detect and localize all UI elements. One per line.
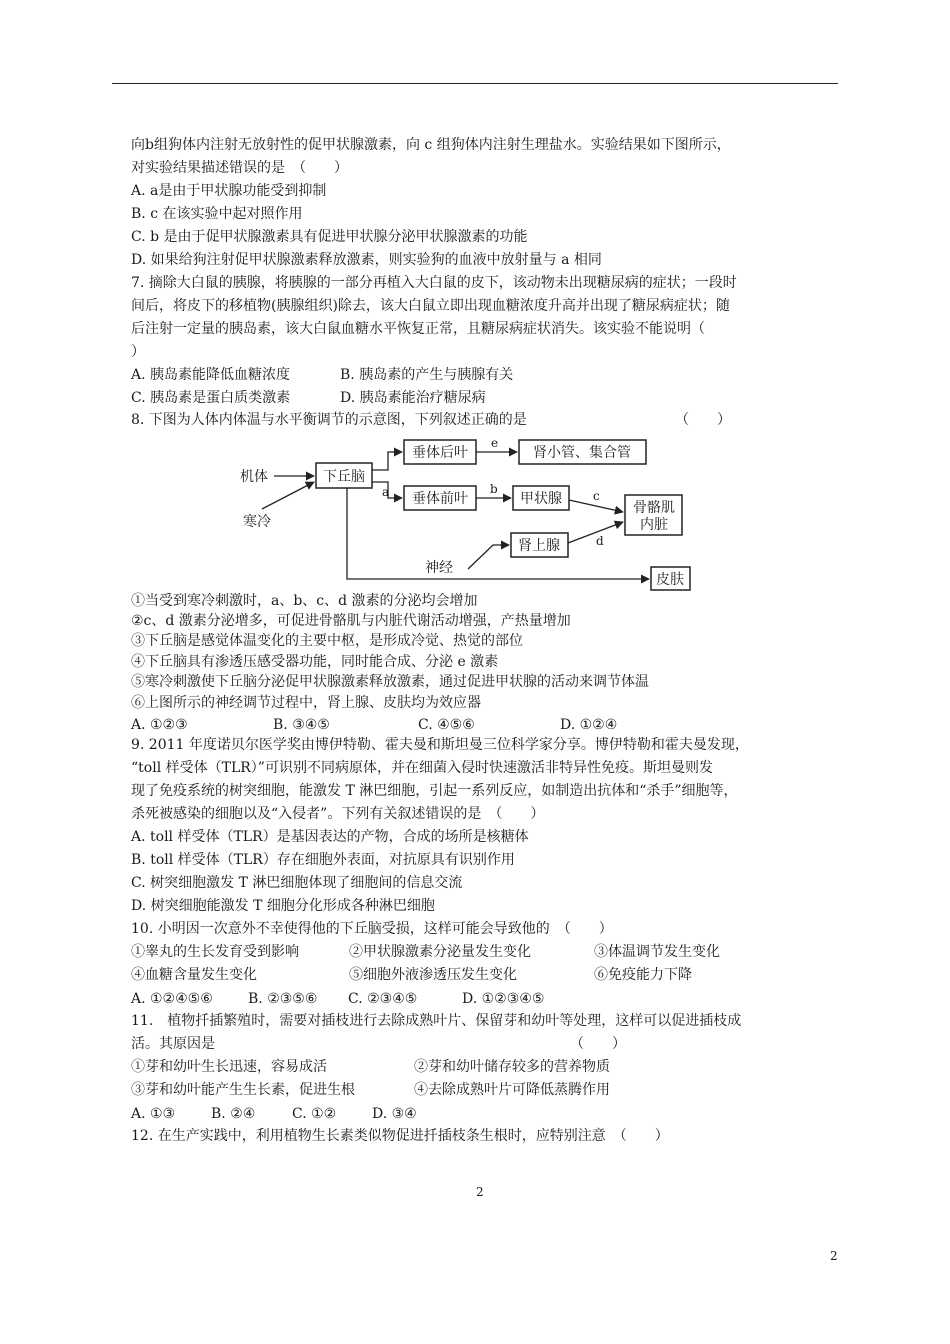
q8-option-b: B. ③④⑤: [273, 717, 330, 733]
q8-option-d: D. ①②④: [560, 717, 618, 733]
q7-stem-line1: 7. 摘除大白鼠的胰腺，将胰腺的一部分再植入大白鼠的皮下，该动物未出现糖尿病的症状；一段时: [131, 275, 737, 291]
q10-stem: 10. 小明因一次意外不幸使得他的下丘脑受损，这样可能会导致他的 （ ）: [131, 921, 613, 937]
q7-stem-line4: ）: [131, 344, 145, 360]
q11-option-d: D. ③④: [372, 1106, 417, 1122]
q10-option-d: D. ①②③④⑤: [462, 991, 545, 1007]
q7-option-c: C. 胰岛素是蛋白质类激素: [131, 390, 291, 406]
q11-stem-line1: 11. 植物扦插繁殖时，需要对插枝进行去除成熟叶片、保留芽和幼叶等处理，这样可以促进插枝成: [131, 1013, 742, 1029]
q10-statement-5: ⑤细胞外液渗透压发生变化: [349, 967, 517, 983]
adrenal-label: 肾上腺: [518, 538, 560, 554]
q8-statement-3: ③下丘脑是感觉体温变化的主要中枢，是形成冷觉、热觉的部位: [131, 633, 523, 649]
q9-option-d: D. 树突细胞能激发 T 细胞分化形成各种淋巴细胞: [131, 898, 435, 914]
q10-statement-3: ③体温调节发生变化: [594, 944, 720, 960]
q10-option-c: C. ②③④⑤: [348, 991, 418, 1007]
q7-stem-line3: 后注射一定量的胰岛素，该大白鼠血糖水平恢复正常，且糖尿病症状消失。该实验不能说明（: [131, 321, 705, 337]
q8-statement-2: ②c、d 激素分泌增多，可促进骨骼肌与内脏代谢活动增强，产热量增加: [131, 613, 571, 629]
q10-option-b: B. ②③⑤⑥: [248, 991, 318, 1007]
q6-option-b: B. c 在该实验中起对照作用: [131, 206, 303, 222]
q8-statement-4: ④下丘脑具有渗透压感受器功能，同时能合成、分泌 e 激素: [131, 654, 499, 670]
q9-stem-line3: 现了免疫系统的树突细胞，能激发 T 淋巴细胞，引起一系列反应，如制造出抗体和“杀手”细胞等，: [131, 783, 738, 799]
q9-stem-line2: “toll 样受体（TLR）”可识别不同病原体，并在细菌入侵时快速激活非特异性免疫。斯坦曼则发: [131, 760, 713, 776]
skin-label: 皮肤: [656, 572, 684, 588]
muscle-label: 骨骼肌: [633, 500, 675, 516]
posterior-pituitary-label: 垂体后叶: [412, 445, 468, 461]
q8-statement-1: ①当受到寒冷刺激时，a、b、c、d 激素的分泌均会增加: [131, 593, 478, 609]
q9-option-c: C. 树突细胞激发 T 淋巴细胞体现了细胞间的信息交流: [131, 875, 463, 891]
q11-stem-line2: 活。其原因是: [131, 1036, 215, 1052]
q8-answer-paren: （ ）: [675, 412, 731, 428]
q8-statement-5: ⑤寒冷刺激使下丘脑分泌促甲状腺激素释放激素，通过促进甲状腺的活动来调节体温: [131, 674, 649, 690]
kidney-tubules-label: 肾小管、集合管: [533, 445, 631, 461]
anterior-pituitary-label: 垂体前叶: [412, 491, 468, 507]
hormone-c-label: c: [593, 489, 600, 503]
cold-label: 寒冷: [243, 514, 271, 530]
q11-statement-1: ①芽和幼叶生长迅速，容易成活: [131, 1059, 327, 1075]
q7-option-a: A. 胰岛素能降低血糖浓度: [131, 367, 291, 383]
q11-statement-4: ④去除成熟叶片可降低蒸腾作用: [414, 1082, 610, 1098]
q9-option-b: B. toll 样受体（TLR）存在细胞外表面，对抗原具有识别作用: [131, 852, 515, 868]
q6-option-d: D. 如果给狗注射促甲状腺激素释放激素，则实验狗的血液中放射量与 a 相同: [131, 252, 602, 268]
q8-option-c: C. ④⑤⑥: [418, 717, 475, 733]
hormone-b-label: b: [490, 482, 498, 496]
organs-label: 内脏: [640, 517, 668, 533]
regulation-diagram: [0, 0, 950, 600]
q8-option-a: A. ①②③: [131, 717, 188, 733]
q12-stem: 12. 在生产实践中，利用植物生长素类似物促进扦插枝条生根时，应特别注意 （ ）: [131, 1128, 669, 1144]
q6-option-a: A. a是由于甲状腺功能受到抑制: [131, 183, 327, 199]
q7-stem-line2: 间后，将皮下的移植物(胰腺组织)除去，该大白鼠立即出现血糖浓度升高并出现了糖尿病症状；随: [131, 298, 730, 314]
q11-option-a: A. ①③: [131, 1106, 176, 1122]
q8-stem: 8. 下图为人体内体温与水平衡调节的示意图，下列叙述正确的是: [131, 412, 527, 428]
nerve-label: 神经: [425, 560, 453, 576]
q7-option-b: B. 胰岛素的产生与胰腺有关: [340, 367, 514, 383]
q9-stem-line1: 9. 2011 年度诺贝尔医学奖由博伊特勒、霍夫曼和斯坦曼三位科学家分享。博伊特勒和霍夫曼发现，: [131, 737, 749, 753]
hormone-e-label: e: [491, 436, 499, 450]
q10-statement-1: ①睾丸的生长发育受到影响: [131, 944, 299, 960]
q6-stem-line2: 对实验结果描述错误的是 （ ）: [131, 160, 348, 176]
thyroid-label: 甲状腺: [520, 491, 562, 507]
hormone-d-label: d: [596, 534, 604, 548]
q9-stem-line4: 杀死被感染的细胞以及“入侵者”。下列有关叙述错误的是 （ ）: [131, 806, 545, 822]
q10-statement-6: ⑥免疫能力下降: [594, 967, 692, 983]
q6-stem-line1: 向b组狗体内注射无放射性的促甲状腺激素，向 c 组狗体内注射生理盐水。实验结果如下图所示，: [131, 137, 731, 153]
hypothalamus-label: 下丘脑: [323, 469, 365, 485]
q11-statement-3: ③芽和幼叶能产生生长素，促进生根: [131, 1082, 355, 1098]
q11-option-c: C. ①②: [292, 1106, 337, 1122]
q11-statement-2: ②芽和幼叶储存较多的营养物质: [414, 1059, 610, 1075]
q10-statement-4: ④血糖含量发生变化: [131, 967, 257, 983]
q10-statement-2: ②甲状腺激素分泌量发生变化: [349, 944, 531, 960]
page-number-center: 2: [476, 1185, 484, 1199]
q7-option-d: D. 胰岛素能治疗糖尿病: [340, 390, 486, 406]
q11-answer-paren: （ ）: [570, 1036, 626, 1052]
q11-option-b: B. ②④: [211, 1106, 256, 1122]
q9-option-a: A. toll 样受体（TLR）是基因表达的产物，合成的场所是核糖体: [131, 829, 529, 845]
body-label: 机体: [240, 469, 268, 485]
arrow-nerve-to-adrenal: [468, 545, 509, 569]
q10-option-a: A. ①②④⑤⑥: [131, 991, 213, 1007]
q8-statement-6: ⑥上图所示的神经调节过程中，肾上腺、皮肤均为效应器: [131, 695, 481, 711]
arrow-hypo-to-posterior: [372, 452, 402, 470]
page-number-right: 2: [830, 1249, 838, 1263]
hormone-a-label: a: [382, 485, 390, 499]
arrow-cold-to-hypothalamus: [262, 482, 314, 509]
arrow-hypo-to-skin: [347, 488, 649, 579]
q6-option-c: C. b 是由于促甲状腺激素具有促进甲状腺分泌甲状腺激素的功能: [131, 229, 528, 245]
